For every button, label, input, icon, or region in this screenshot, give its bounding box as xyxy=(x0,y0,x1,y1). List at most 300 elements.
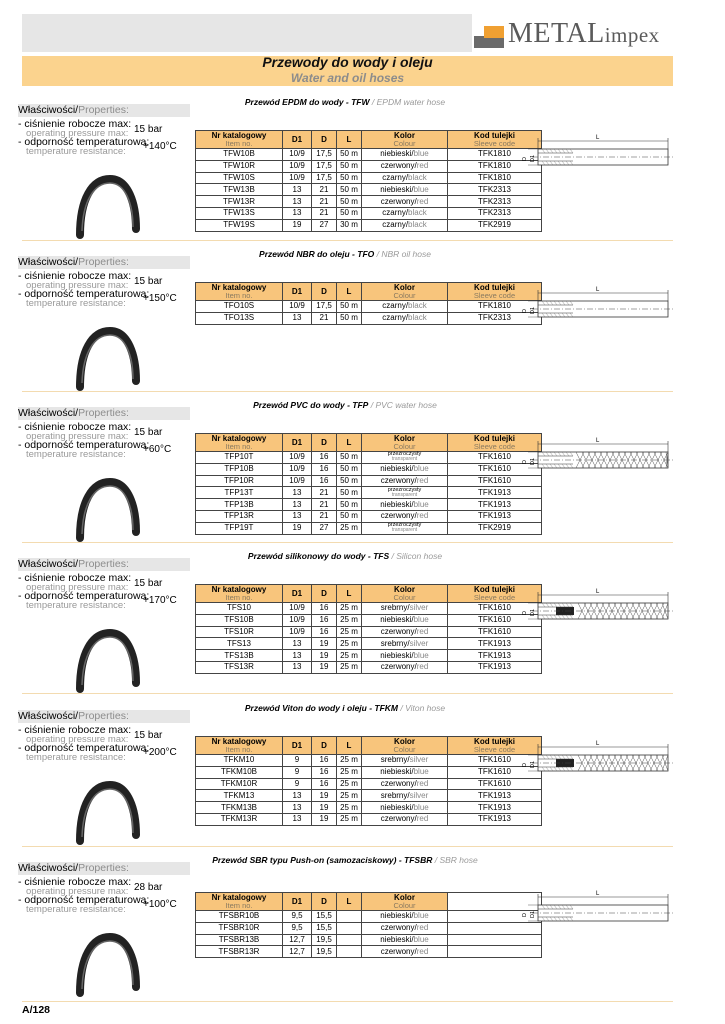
cell-l: 50 m xyxy=(337,172,362,184)
properties-label-en: Properties: xyxy=(78,104,129,116)
col-header-sleeve-en: Sleeve code xyxy=(473,441,516,451)
cell-l: 25 m xyxy=(337,766,362,778)
cell-l xyxy=(337,911,362,923)
pressure-label: - ciśnienie robocze max: xyxy=(18,270,132,282)
table-row xyxy=(196,219,542,231)
temperature-value: +100°C xyxy=(143,899,177,910)
svg-text:D1: D1 xyxy=(530,608,536,616)
col-header-d1-pl: D1 xyxy=(291,740,303,750)
properties-label-pl: Właściwości/ xyxy=(18,256,79,268)
cell-sleeve: TFK2313 xyxy=(448,196,542,208)
svg-text:D: D xyxy=(522,763,528,767)
cell-d: 16 xyxy=(312,452,337,464)
cell-sleeve: TFK1610 xyxy=(448,475,542,487)
cell-sleeve: TFK1610 xyxy=(448,778,542,790)
cell-l: 25 m xyxy=(337,790,362,802)
spec-table xyxy=(195,282,542,325)
temperature-label: - odporność temperaturowa: xyxy=(18,136,150,148)
col-header-colour xyxy=(362,131,448,149)
cell-sleeve: TFK1610 xyxy=(448,452,542,464)
colour-en: red xyxy=(416,814,429,824)
colour-en: blue xyxy=(413,149,429,159)
properties-label-en: Properties: xyxy=(78,558,129,570)
col-header-d1 xyxy=(283,131,312,149)
cell-item-no: TFP13B xyxy=(196,499,283,511)
svg-text:L: L xyxy=(596,287,600,293)
cell-item-no: TFS13 xyxy=(196,638,283,650)
cell-d: 16 xyxy=(312,766,337,778)
col-header-d1 xyxy=(283,737,312,755)
table-row xyxy=(196,922,542,934)
col-header-d xyxy=(312,131,337,149)
section-title xyxy=(170,249,520,259)
hose-cross-section-diagram xyxy=(518,585,678,635)
col-header-item-no xyxy=(196,737,283,755)
cell-item-no: TFO10S xyxy=(196,301,283,313)
cell-sleeve: TFK1610 xyxy=(448,755,542,767)
table-row xyxy=(196,802,542,814)
col-header-item-no-en: Item no. xyxy=(225,290,253,300)
metalimpex-logo xyxy=(474,16,666,54)
cell-item-no: TFS10B xyxy=(196,614,283,626)
cell-colour xyxy=(362,463,448,475)
pressure-label-en: operating pressure max: xyxy=(26,431,129,442)
cell-l: 25 m xyxy=(337,638,362,650)
col-header-d1-pl: D1 xyxy=(291,437,303,447)
table-row xyxy=(196,778,542,790)
cell-item-no: TFKM13B xyxy=(196,802,283,814)
svg-text:D1: D1 xyxy=(530,760,536,768)
col-header-d1 xyxy=(283,585,312,603)
cell-colour xyxy=(362,475,448,487)
table-row xyxy=(196,661,542,673)
section-title-en: / NBR oil hose xyxy=(374,249,431,259)
cell-colour xyxy=(362,603,448,615)
col-header-colour xyxy=(362,893,448,911)
product-section xyxy=(0,97,725,249)
cell-d1: 13 xyxy=(283,638,312,650)
svg-text:D1: D1 xyxy=(530,457,536,465)
cell-l: 25 m xyxy=(337,778,362,790)
col-header-l xyxy=(337,131,362,149)
colour-pl: srebrny/ xyxy=(380,638,410,648)
col-header-sleeve-pl: Kod tulejki xyxy=(474,282,515,292)
cell-item-no: TFS10 xyxy=(196,603,283,615)
colour-pl: niebieski/ xyxy=(380,650,414,660)
cell-l: 25 m xyxy=(337,522,362,534)
cell-d1: 10/9 xyxy=(283,160,312,172)
colour-en: black xyxy=(408,220,427,230)
col-header-d-pl: D xyxy=(321,740,327,750)
cell-l: 50 m xyxy=(337,452,362,464)
cell-colour xyxy=(362,650,448,662)
hose-cross-section-diagram xyxy=(518,434,678,484)
cell-item-no: TFSBR10B xyxy=(196,911,283,923)
spec-table xyxy=(195,736,542,826)
cell-colour xyxy=(362,661,448,673)
col-header-item-no-pl: Nr katalogowy xyxy=(211,892,267,902)
spec-table xyxy=(195,433,542,535)
cell-d1: 10/9 xyxy=(283,452,312,464)
cell-colour xyxy=(362,614,448,626)
svg-text:L: L xyxy=(596,438,600,444)
col-header-item-no xyxy=(196,131,283,149)
cell-d1: 10/9 xyxy=(283,301,312,313)
cell-sleeve: TFK1610 xyxy=(448,614,542,626)
cell-d: 21 xyxy=(312,184,337,196)
header-bar xyxy=(22,14,472,52)
hose-image xyxy=(74,775,144,845)
cell-d: 17,5 xyxy=(312,160,337,172)
svg-text:D: D xyxy=(522,309,528,313)
col-header-item-no-pl: Nr katalogowy xyxy=(211,433,267,443)
section-title xyxy=(170,855,520,865)
col-header-l xyxy=(337,737,362,755)
cell-l: 50 m xyxy=(337,149,362,161)
col-header-d xyxy=(312,585,337,603)
pressure-label: - ciśnienie robocze max: xyxy=(18,118,132,130)
temperature-label: - odporność temperaturowa: xyxy=(18,288,150,300)
colour-pl: czerwony/ xyxy=(380,923,417,933)
cell-item-no: TFP13T xyxy=(196,487,283,499)
cell-d: 16 xyxy=(312,778,337,790)
section-title-pl: Przewód silikonowy do wody - TFS xyxy=(247,551,390,561)
colour-en: transparent xyxy=(391,456,418,463)
cell-sleeve: TFK1810 xyxy=(448,301,542,313)
temperature-value: +60°C xyxy=(143,444,172,455)
pressure-value: 15 bar xyxy=(134,427,163,438)
cell-l: 50 m xyxy=(337,184,362,196)
col-header-d-pl: D xyxy=(321,437,327,447)
col-header-colour-en: Colour xyxy=(393,290,416,300)
properties-heading xyxy=(18,256,190,269)
spec-table xyxy=(195,584,542,674)
temperature-label-en: temperature resistance: xyxy=(26,146,126,157)
table-row xyxy=(196,301,542,313)
cell-d: 19 xyxy=(312,813,337,825)
col-header-item-no xyxy=(196,434,283,452)
colour-en: blue xyxy=(413,499,429,509)
colour-en: silver xyxy=(409,638,429,648)
cell-l: 50 m xyxy=(337,301,362,313)
cell-sleeve: TFK1610 xyxy=(448,626,542,638)
cell-colour xyxy=(362,946,448,958)
pressure-value: 15 bar xyxy=(134,578,163,589)
section-title-pl: Przewód SBR typu Push-on (samozaciskowy) - TFSBR xyxy=(212,855,433,865)
cell-d1: 9,5 xyxy=(283,922,312,934)
cell-sleeve: TFK1913 xyxy=(448,790,542,802)
cell-item-no: TFSBR13R xyxy=(196,946,283,958)
table-row xyxy=(196,911,542,923)
product-section xyxy=(0,400,725,552)
col-header-item-no-en: Item no. xyxy=(225,138,253,148)
hose-cross-section-diagram xyxy=(518,737,678,787)
cell-d: 19,5 xyxy=(312,934,337,946)
cell-d: 19 xyxy=(312,802,337,814)
temperature-value: +150°C xyxy=(143,293,177,304)
cell-d1: 13 xyxy=(283,813,312,825)
cell-colour xyxy=(362,802,448,814)
properties-label-pl: Właściwości/ xyxy=(18,104,79,116)
cell-sleeve: TFK2313 xyxy=(448,207,542,219)
colour-pl: niebieski/ xyxy=(380,934,414,944)
table-row xyxy=(196,813,542,825)
temperature-value: +140°C xyxy=(143,141,177,152)
cell-l: 50 m xyxy=(337,312,362,324)
colour-pl: srebrny/ xyxy=(380,603,410,613)
cell-d: 16 xyxy=(312,614,337,626)
table-row xyxy=(196,184,542,196)
pressure-label-en: operating pressure max: xyxy=(26,582,129,593)
colour-en: red xyxy=(416,946,429,956)
cell-colour xyxy=(362,911,448,923)
col-header-d-pl: D xyxy=(321,286,327,296)
cell-l: 25 m xyxy=(337,650,362,662)
table-row xyxy=(196,463,542,475)
table-row xyxy=(196,475,542,487)
cell-d: 21 xyxy=(312,312,337,324)
cell-item-no: TFP10T xyxy=(196,452,283,464)
col-header-sleeve-pl: Kod tulejki xyxy=(474,584,515,594)
cell-sleeve: TFK2313 xyxy=(448,184,542,196)
svg-text:D1: D1 xyxy=(530,910,536,918)
cell-d1: 10/9 xyxy=(283,626,312,638)
colour-pl: czerwony/ xyxy=(380,626,417,636)
table-row xyxy=(196,755,542,767)
cell-item-no: TFW13R xyxy=(196,196,283,208)
cell-l: 50 m xyxy=(337,207,362,219)
colour-pl: czerwony/ xyxy=(380,946,417,956)
properties-label-pl: Właściwości/ xyxy=(18,407,79,419)
cell-item-no: TFP10B xyxy=(196,463,283,475)
colour-pl: czarny/ xyxy=(382,172,409,182)
section-title-en: / Silicon hose xyxy=(389,551,443,561)
col-header-d xyxy=(312,434,337,452)
temperature-label: - odporność temperaturowa: xyxy=(18,439,150,451)
cell-sleeve: TFK1913 xyxy=(448,510,542,522)
cell-colour xyxy=(362,766,448,778)
cell-colour xyxy=(362,172,448,184)
cell-colour xyxy=(362,312,448,324)
cell-d: 16 xyxy=(312,603,337,615)
cell-item-no: TFP19T xyxy=(196,522,283,534)
cell-colour xyxy=(362,452,448,464)
cell-item-no: TFW10B xyxy=(196,149,283,161)
hose-cross-section-diagram xyxy=(518,887,678,937)
page-title: Przewody do wody i oleju xyxy=(262,54,433,70)
cell-item-no: TFSBR13B xyxy=(196,934,283,946)
col-header-colour-pl: Kolor xyxy=(394,282,415,292)
cell-d: 21 xyxy=(312,510,337,522)
col-header-item-no xyxy=(196,893,283,911)
hose-image xyxy=(74,321,144,391)
cell-colour xyxy=(362,160,448,172)
col-header-item-no-en: Item no. xyxy=(225,592,253,602)
section-title xyxy=(170,551,520,561)
colour-en: transparent xyxy=(391,527,418,534)
cell-item-no: TFP10R xyxy=(196,475,283,487)
section-title-en: / SBR hose xyxy=(432,855,478,865)
cell-d: 16 xyxy=(312,755,337,767)
properties-label-en: Properties: xyxy=(78,407,129,419)
col-header-colour-pl: Kolor xyxy=(394,892,415,902)
colour-pl: czarny/ xyxy=(382,301,409,311)
table-row xyxy=(196,638,542,650)
svg-text:L: L xyxy=(596,891,600,897)
properties-heading xyxy=(18,104,190,117)
col-header-l-pl: L xyxy=(346,588,352,598)
colour-en: transparent xyxy=(391,491,418,498)
cell-l xyxy=(337,922,362,934)
cell-item-no: TFKM10R xyxy=(196,778,283,790)
cell-d1: 13 xyxy=(283,510,312,522)
properties-heading xyxy=(18,862,190,875)
table-row xyxy=(196,934,542,946)
cell-d: 17,5 xyxy=(312,172,337,184)
col-header-item-no-pl: Nr katalogowy xyxy=(211,736,267,746)
pressure-label-en: operating pressure max: xyxy=(26,128,129,139)
properties-label-en: Properties: xyxy=(78,862,129,874)
colour-text xyxy=(362,488,447,498)
colour-en: black xyxy=(408,172,427,182)
col-header-colour-en: Colour xyxy=(393,744,416,754)
cell-d1: 13 xyxy=(283,650,312,662)
cell-item-no: TFW13B xyxy=(196,184,283,196)
section-title-pl: Przewód PVC do wody - TFP xyxy=(253,400,369,410)
colour-pl: srebrny/ xyxy=(380,790,410,800)
table-row xyxy=(196,650,542,662)
pressure-label-en: operating pressure max: xyxy=(26,280,129,291)
cell-sleeve: TFK1610 xyxy=(448,603,542,615)
cell-d: 21 xyxy=(312,499,337,511)
cell-l: 50 m xyxy=(337,463,362,475)
col-header-colour-en: Colour xyxy=(393,900,416,910)
cell-colour xyxy=(362,301,448,313)
cell-sleeve: TFK1810 xyxy=(448,149,542,161)
col-header-d-pl: D xyxy=(321,588,327,598)
properties-heading xyxy=(18,407,190,420)
svg-text:L: L xyxy=(596,589,600,595)
cell-sleeve: TFK1913 xyxy=(448,487,542,499)
colour-pl: przezroczysty xyxy=(387,486,422,493)
table-row xyxy=(196,614,542,626)
col-header-item-no-pl: Nr katalogowy xyxy=(211,130,267,140)
col-header-l-pl: L xyxy=(346,286,352,296)
cell-d1: 13 xyxy=(283,196,312,208)
cell-item-no: TFW10S xyxy=(196,172,283,184)
temperature-value: +170°C xyxy=(143,595,177,606)
col-header-d1-pl: D1 xyxy=(291,134,303,144)
hose-image xyxy=(74,927,144,997)
col-header-d1 xyxy=(283,283,312,301)
col-header-sleeve-en: Sleeve code xyxy=(473,592,516,602)
cell-colour xyxy=(362,196,448,208)
cell-colour xyxy=(362,487,448,499)
colour-pl: niebieski/ xyxy=(380,184,414,194)
colour-en: red xyxy=(416,662,429,672)
cell-l: 50 m xyxy=(337,487,362,499)
cell-d1: 13 xyxy=(283,790,312,802)
spec-table xyxy=(195,892,542,958)
properties-label-en: Properties: xyxy=(78,710,129,722)
colour-pl: niebieski/ xyxy=(380,767,414,777)
table-row xyxy=(196,207,542,219)
col-header-sleeve-en: Sleeve code xyxy=(473,290,516,300)
temperature-label-en: temperature resistance: xyxy=(26,752,126,763)
pressure-value: 15 bar xyxy=(134,124,163,135)
col-header-item-no-en: Item no. xyxy=(225,441,253,451)
properties-label-en: Properties: xyxy=(78,256,129,268)
cell-d1: 13 xyxy=(283,802,312,814)
properties-heading xyxy=(18,558,190,571)
col-header-sleeve-en: Sleeve code xyxy=(473,138,516,148)
col-header-item-no-pl: Nr katalogowy xyxy=(211,282,267,292)
cell-item-no: TFSBR10R xyxy=(196,922,283,934)
svg-text:D: D xyxy=(522,157,528,161)
cell-item-no: TFKM13 xyxy=(196,790,283,802)
col-header-sleeve-pl: Kod tulejki xyxy=(474,433,515,443)
cell-l: 25 m xyxy=(337,755,362,767)
cell-l: 30 m xyxy=(337,219,362,231)
colour-pl: czerwony/ xyxy=(380,511,417,521)
properties-label-pl: Właściwości/ xyxy=(18,558,79,570)
colour-en: blue xyxy=(413,464,429,474)
colour-pl: czerwony/ xyxy=(380,814,417,824)
cell-sleeve: TFK1913 xyxy=(448,802,542,814)
col-header-d1-pl: D1 xyxy=(291,588,303,598)
colour-pl: czarny/ xyxy=(382,313,409,323)
colour-en: silver xyxy=(409,790,429,800)
cell-l: 25 m xyxy=(337,661,362,673)
cell-colour xyxy=(362,934,448,946)
colour-pl: niebieski/ xyxy=(380,464,414,474)
cell-d1: 9 xyxy=(283,766,312,778)
cell-item-no: TFS13B xyxy=(196,650,283,662)
svg-text:L: L xyxy=(596,135,600,141)
cell-colour xyxy=(362,510,448,522)
colour-en: blue xyxy=(413,615,429,625)
spec-table xyxy=(195,130,542,232)
temperature-label-en: temperature resistance: xyxy=(26,600,126,611)
col-header-d xyxy=(312,737,337,755)
cell-sleeve: TFK1810 xyxy=(448,160,542,172)
col-header-d-pl: D xyxy=(321,134,327,144)
section-title-en: / EPDM water hose xyxy=(369,97,446,107)
colour-pl: niebieski/ xyxy=(380,499,414,509)
cell-colour xyxy=(362,626,448,638)
pressure-label: - ciśnienie robocze max: xyxy=(18,876,132,888)
colour-pl: czerwony/ xyxy=(380,161,417,171)
cell-d: 19 xyxy=(312,638,337,650)
col-header-d xyxy=(312,893,337,911)
table-row xyxy=(196,603,542,615)
col-header-colour-pl: Kolor xyxy=(394,584,415,594)
cell-sleeve: TFK1913 xyxy=(448,638,542,650)
product-section xyxy=(0,703,725,855)
temperature-label-en: temperature resistance: xyxy=(26,298,126,309)
cell-d: 21 xyxy=(312,196,337,208)
cell-item-no: TFS10R xyxy=(196,626,283,638)
pressure-label-en: operating pressure max: xyxy=(26,886,129,897)
col-header-sleeve-pl: Kod tulejki xyxy=(474,736,515,746)
cell-l: 25 m xyxy=(337,813,362,825)
table-row xyxy=(196,172,542,184)
cell-sleeve: TFK2919 xyxy=(448,219,542,231)
table-row xyxy=(196,196,542,208)
col-header-d-pl: D xyxy=(321,896,327,906)
colour-pl: niebieski/ xyxy=(380,615,414,625)
cell-item-no: TFW10R xyxy=(196,160,283,172)
